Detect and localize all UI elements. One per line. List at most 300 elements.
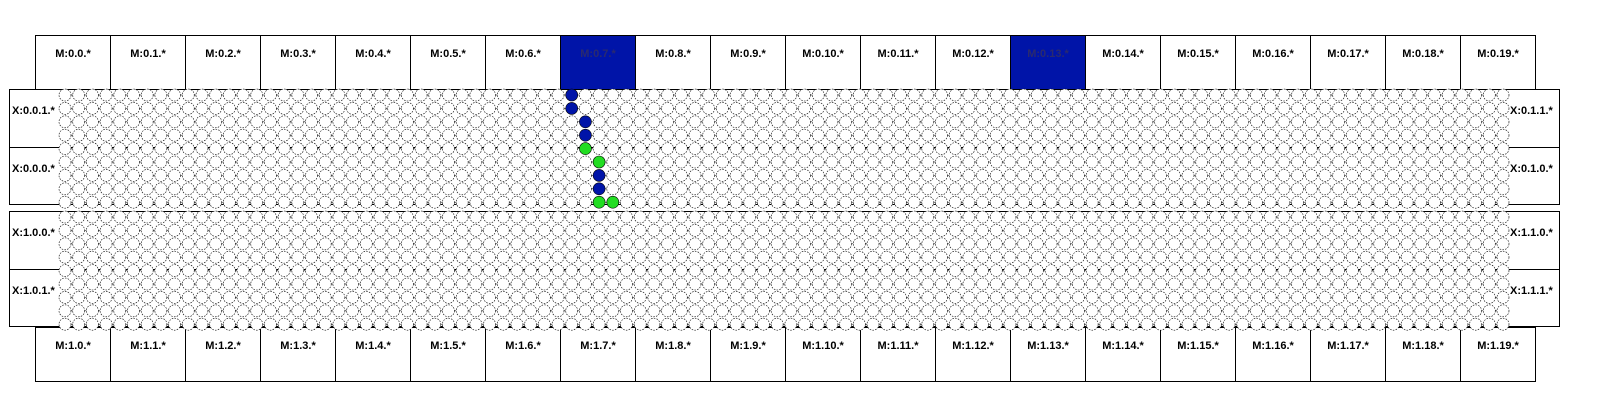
node[interactable] bbox=[1100, 251, 1112, 263]
node[interactable] bbox=[196, 89, 208, 101]
node[interactable] bbox=[1387, 196, 1399, 208]
node[interactable] bbox=[497, 318, 509, 330]
node[interactable] bbox=[607, 318, 619, 330]
node[interactable] bbox=[977, 156, 989, 168]
node[interactable] bbox=[1374, 305, 1386, 317]
node[interactable] bbox=[1442, 211, 1454, 223]
node[interactable] bbox=[497, 251, 509, 263]
node[interactable] bbox=[771, 129, 783, 141]
node[interactable] bbox=[306, 129, 318, 141]
node[interactable] bbox=[867, 156, 879, 168]
node[interactable] bbox=[1141, 265, 1153, 277]
node[interactable] bbox=[196, 211, 208, 223]
node[interactable] bbox=[675, 211, 687, 223]
node[interactable] bbox=[1168, 238, 1180, 250]
node[interactable] bbox=[333, 278, 345, 290]
node[interactable] bbox=[757, 305, 769, 317]
node[interactable] bbox=[196, 265, 208, 277]
node[interactable] bbox=[1470, 318, 1482, 330]
node[interactable] bbox=[840, 318, 852, 330]
node[interactable] bbox=[525, 278, 537, 290]
node[interactable] bbox=[1360, 89, 1372, 101]
node[interactable] bbox=[757, 265, 769, 277]
node[interactable] bbox=[894, 224, 906, 236]
node[interactable] bbox=[621, 305, 633, 317]
node[interactable] bbox=[100, 129, 112, 141]
node[interactable] bbox=[648, 196, 660, 208]
node[interactable] bbox=[799, 318, 811, 330]
node[interactable] bbox=[1237, 265, 1249, 277]
node[interactable] bbox=[237, 89, 249, 101]
node[interactable] bbox=[196, 129, 208, 141]
node[interactable] bbox=[374, 169, 386, 181]
node[interactable] bbox=[360, 291, 372, 303]
node[interactable] bbox=[716, 291, 728, 303]
node[interactable] bbox=[840, 291, 852, 303]
node[interactable] bbox=[1264, 265, 1276, 277]
node[interactable] bbox=[86, 156, 98, 168]
node[interactable] bbox=[1401, 305, 1413, 317]
node[interactable] bbox=[826, 116, 838, 128]
node[interactable] bbox=[497, 89, 509, 101]
node[interactable] bbox=[388, 318, 400, 330]
node[interactable] bbox=[607, 305, 619, 317]
node[interactable] bbox=[566, 265, 578, 277]
node[interactable] bbox=[401, 196, 413, 208]
node[interactable] bbox=[648, 143, 660, 155]
node[interactable] bbox=[360, 183, 372, 195]
node[interactable] bbox=[1045, 224, 1057, 236]
node[interactable] bbox=[1319, 143, 1331, 155]
node[interactable] bbox=[1209, 305, 1221, 317]
node[interactable] bbox=[963, 305, 975, 317]
node[interactable] bbox=[484, 291, 496, 303]
node[interactable] bbox=[1374, 251, 1386, 263]
node[interactable] bbox=[1114, 278, 1126, 290]
node[interactable] bbox=[1374, 224, 1386, 236]
node[interactable] bbox=[1127, 291, 1139, 303]
node[interactable] bbox=[634, 89, 646, 101]
node[interactable] bbox=[1429, 102, 1441, 114]
node[interactable] bbox=[538, 143, 550, 155]
node[interactable] bbox=[278, 305, 290, 317]
node[interactable] bbox=[1004, 305, 1016, 317]
node[interactable] bbox=[812, 143, 824, 155]
node[interactable] bbox=[347, 116, 359, 128]
node[interactable] bbox=[908, 169, 920, 181]
node[interactable] bbox=[210, 305, 222, 317]
node[interactable] bbox=[169, 156, 181, 168]
node[interactable] bbox=[347, 129, 359, 141]
node[interactable] bbox=[155, 156, 167, 168]
node[interactable] bbox=[812, 116, 824, 128]
node[interactable] bbox=[1415, 129, 1427, 141]
node[interactable] bbox=[607, 211, 619, 223]
node[interactable] bbox=[538, 291, 550, 303]
node[interactable] bbox=[333, 251, 345, 263]
node[interactable] bbox=[1045, 305, 1057, 317]
node[interactable] bbox=[648, 251, 660, 263]
node[interactable] bbox=[511, 196, 523, 208]
node[interactable] bbox=[894, 251, 906, 263]
node[interactable] bbox=[799, 89, 811, 101]
node[interactable] bbox=[155, 251, 167, 263]
node[interactable] bbox=[771, 116, 783, 128]
node[interactable] bbox=[210, 251, 222, 263]
node[interactable] bbox=[292, 156, 304, 168]
node[interactable] bbox=[401, 265, 413, 277]
node[interactable] bbox=[785, 89, 797, 101]
node[interactable] bbox=[1387, 251, 1399, 263]
node[interactable] bbox=[1319, 278, 1331, 290]
node[interactable] bbox=[1127, 238, 1139, 250]
node[interactable] bbox=[990, 89, 1002, 101]
node[interactable] bbox=[264, 251, 276, 263]
node[interactable] bbox=[1333, 169, 1345, 181]
node[interactable] bbox=[1141, 89, 1153, 101]
node[interactable] bbox=[1086, 89, 1098, 101]
node[interactable] bbox=[1004, 143, 1016, 155]
node[interactable] bbox=[908, 102, 920, 114]
node[interactable] bbox=[347, 196, 359, 208]
node[interactable] bbox=[1470, 169, 1482, 181]
node[interactable] bbox=[716, 102, 728, 114]
node[interactable] bbox=[894, 196, 906, 208]
node[interactable] bbox=[210, 143, 222, 155]
node[interactable] bbox=[634, 196, 646, 208]
node[interactable] bbox=[689, 196, 701, 208]
node[interactable] bbox=[716, 89, 728, 101]
node[interactable] bbox=[1209, 224, 1221, 236]
node[interactable] bbox=[1100, 156, 1112, 168]
node[interactable] bbox=[182, 265, 194, 277]
node[interactable] bbox=[292, 291, 304, 303]
node[interactable] bbox=[59, 291, 71, 303]
node[interactable] bbox=[1045, 156, 1057, 168]
node[interactable] bbox=[579, 305, 591, 317]
node[interactable] bbox=[223, 305, 235, 317]
node[interactable] bbox=[223, 129, 235, 141]
node[interactable] bbox=[867, 224, 879, 236]
node[interactable] bbox=[1456, 156, 1468, 168]
node[interactable] bbox=[1250, 183, 1262, 195]
node[interactable] bbox=[1319, 156, 1331, 168]
node[interactable] bbox=[1483, 169, 1495, 181]
node[interactable] bbox=[237, 156, 249, 168]
node[interactable] bbox=[949, 318, 961, 330]
node[interactable] bbox=[744, 318, 756, 330]
node[interactable] bbox=[1264, 143, 1276, 155]
node[interactable] bbox=[237, 211, 249, 223]
node[interactable] bbox=[1223, 278, 1235, 290]
node[interactable] bbox=[155, 196, 167, 208]
node[interactable] bbox=[1387, 183, 1399, 195]
node[interactable] bbox=[1209, 143, 1221, 155]
node[interactable] bbox=[1237, 183, 1249, 195]
node[interactable] bbox=[237, 183, 249, 195]
node[interactable] bbox=[799, 129, 811, 141]
node[interactable] bbox=[1374, 183, 1386, 195]
node[interactable] bbox=[1100, 305, 1112, 317]
node[interactable] bbox=[251, 291, 263, 303]
node[interactable] bbox=[155, 143, 167, 155]
node[interactable] bbox=[251, 251, 263, 263]
node[interactable] bbox=[908, 224, 920, 236]
node[interactable] bbox=[1415, 251, 1427, 263]
node[interactable] bbox=[538, 224, 550, 236]
node[interactable] bbox=[922, 265, 934, 277]
node[interactable] bbox=[744, 211, 756, 223]
node[interactable] bbox=[127, 169, 139, 181]
node[interactable] bbox=[757, 291, 769, 303]
node[interactable] bbox=[456, 143, 468, 155]
node[interactable] bbox=[1196, 156, 1208, 168]
node[interactable] bbox=[470, 89, 482, 101]
node[interactable] bbox=[593, 89, 605, 101]
node[interactable] bbox=[1497, 265, 1509, 277]
node[interactable] bbox=[1223, 143, 1235, 155]
node[interactable] bbox=[470, 196, 482, 208]
node[interactable] bbox=[319, 224, 331, 236]
node[interactable] bbox=[1182, 238, 1194, 250]
node[interactable] bbox=[251, 116, 263, 128]
node[interactable] bbox=[1237, 305, 1249, 317]
node[interactable] bbox=[347, 318, 359, 330]
node[interactable] bbox=[799, 156, 811, 168]
node[interactable] bbox=[799, 224, 811, 236]
node[interactable] bbox=[525, 143, 537, 155]
node[interactable] bbox=[1429, 196, 1441, 208]
node[interactable] bbox=[990, 156, 1002, 168]
node[interactable] bbox=[1168, 169, 1180, 181]
node[interactable] bbox=[990, 224, 1002, 236]
node[interactable] bbox=[114, 265, 126, 277]
node[interactable] bbox=[977, 211, 989, 223]
node[interactable] bbox=[223, 265, 235, 277]
node[interactable] bbox=[1196, 224, 1208, 236]
node[interactable] bbox=[936, 291, 948, 303]
node[interactable] bbox=[1278, 156, 1290, 168]
node[interactable] bbox=[497, 169, 509, 181]
node[interactable] bbox=[1004, 318, 1016, 330]
node[interactable] bbox=[1360, 318, 1372, 330]
node[interactable] bbox=[675, 238, 687, 250]
node[interactable] bbox=[1264, 183, 1276, 195]
node[interactable] bbox=[1401, 211, 1413, 223]
node[interactable] bbox=[1059, 278, 1071, 290]
node[interactable] bbox=[1182, 196, 1194, 208]
node[interactable] bbox=[141, 169, 153, 181]
node[interactable] bbox=[1415, 102, 1427, 114]
node[interactable] bbox=[511, 169, 523, 181]
node[interactable] bbox=[1319, 89, 1331, 101]
node[interactable] bbox=[593, 305, 605, 317]
node[interactable] bbox=[59, 318, 71, 330]
node[interactable] bbox=[278, 183, 290, 195]
node[interactable] bbox=[415, 211, 427, 223]
node[interactable] bbox=[1278, 129, 1290, 141]
node[interactable] bbox=[1100, 102, 1112, 114]
node[interactable] bbox=[662, 156, 674, 168]
node[interactable] bbox=[538, 265, 550, 277]
node[interactable] bbox=[757, 89, 769, 101]
node[interactable] bbox=[442, 318, 454, 330]
node[interactable] bbox=[1278, 143, 1290, 155]
node[interactable] bbox=[1045, 129, 1057, 141]
node[interactable] bbox=[757, 143, 769, 155]
node[interactable] bbox=[210, 116, 222, 128]
node[interactable] bbox=[1250, 89, 1262, 101]
node[interactable] bbox=[1360, 116, 1372, 128]
node[interactable] bbox=[1031, 251, 1043, 263]
node[interactable] bbox=[1264, 251, 1276, 263]
node[interactable] bbox=[1100, 143, 1112, 155]
node[interactable] bbox=[771, 102, 783, 114]
node[interactable] bbox=[1223, 238, 1235, 250]
node[interactable] bbox=[1401, 251, 1413, 263]
node[interactable] bbox=[292, 278, 304, 290]
node[interactable] bbox=[511, 278, 523, 290]
node[interactable] bbox=[730, 116, 742, 128]
node[interactable] bbox=[401, 143, 413, 155]
node[interactable] bbox=[442, 102, 454, 114]
node[interactable] bbox=[1333, 143, 1345, 155]
node[interactable] bbox=[799, 211, 811, 223]
node[interactable] bbox=[1415, 318, 1427, 330]
node[interactable] bbox=[1483, 183, 1495, 195]
node[interactable] bbox=[388, 224, 400, 236]
node[interactable] bbox=[1031, 116, 1043, 128]
node[interactable] bbox=[716, 143, 728, 155]
node[interactable] bbox=[73, 265, 85, 277]
node[interactable] bbox=[1429, 291, 1441, 303]
node[interactable] bbox=[127, 251, 139, 263]
node[interactable] bbox=[86, 196, 98, 208]
node[interactable] bbox=[963, 291, 975, 303]
node[interactable] bbox=[703, 278, 715, 290]
node[interactable] bbox=[292, 265, 304, 277]
node[interactable] bbox=[237, 196, 249, 208]
node[interactable] bbox=[429, 318, 441, 330]
node[interactable] bbox=[182, 305, 194, 317]
node[interactable] bbox=[1483, 116, 1495, 128]
node[interactable] bbox=[949, 102, 961, 114]
node[interactable] bbox=[1292, 305, 1304, 317]
node[interactable] bbox=[1292, 291, 1304, 303]
node[interactable] bbox=[593, 291, 605, 303]
node[interactable] bbox=[141, 89, 153, 101]
node[interactable] bbox=[442, 143, 454, 155]
node[interactable] bbox=[347, 102, 359, 114]
node[interactable] bbox=[1182, 211, 1194, 223]
node[interactable] bbox=[196, 224, 208, 236]
node[interactable] bbox=[1100, 211, 1112, 223]
node[interactable] bbox=[922, 183, 934, 195]
node[interactable] bbox=[1141, 305, 1153, 317]
node[interactable] bbox=[1470, 224, 1482, 236]
node-active[interactable] bbox=[607, 196, 619, 208]
node[interactable] bbox=[525, 211, 537, 223]
node[interactable] bbox=[703, 102, 715, 114]
node[interactable] bbox=[621, 251, 633, 263]
node[interactable] bbox=[442, 156, 454, 168]
node[interactable] bbox=[936, 89, 948, 101]
node[interactable] bbox=[675, 156, 687, 168]
node[interactable] bbox=[388, 251, 400, 263]
node[interactable] bbox=[757, 156, 769, 168]
node[interactable] bbox=[730, 102, 742, 114]
node[interactable] bbox=[963, 211, 975, 223]
node[interactable] bbox=[840, 224, 852, 236]
node[interactable] bbox=[1470, 305, 1482, 317]
node[interactable] bbox=[100, 318, 112, 330]
node[interactable] bbox=[621, 143, 633, 155]
node[interactable] bbox=[306, 89, 318, 101]
node[interactable] bbox=[497, 211, 509, 223]
node[interactable] bbox=[1155, 169, 1167, 181]
node[interactable] bbox=[1018, 196, 1030, 208]
node[interactable] bbox=[1141, 169, 1153, 181]
node[interactable] bbox=[1456, 251, 1468, 263]
node[interactable] bbox=[757, 224, 769, 236]
node[interactable] bbox=[511, 265, 523, 277]
node[interactable] bbox=[141, 183, 153, 195]
node[interactable] bbox=[689, 183, 701, 195]
node[interactable] bbox=[1483, 291, 1495, 303]
node[interactable] bbox=[1127, 183, 1139, 195]
node[interactable] bbox=[744, 183, 756, 195]
node[interactable] bbox=[963, 251, 975, 263]
node[interactable] bbox=[401, 211, 413, 223]
node[interactable] bbox=[1250, 169, 1262, 181]
node[interactable] bbox=[196, 278, 208, 290]
node[interactable] bbox=[1237, 238, 1249, 250]
node[interactable] bbox=[1155, 291, 1167, 303]
node[interactable] bbox=[936, 169, 948, 181]
node[interactable] bbox=[744, 265, 756, 277]
node[interactable] bbox=[1264, 89, 1276, 101]
node[interactable] bbox=[662, 224, 674, 236]
node[interactable] bbox=[401, 183, 413, 195]
node[interactable] bbox=[703, 291, 715, 303]
node[interactable] bbox=[648, 102, 660, 114]
node[interactable] bbox=[771, 278, 783, 290]
node[interactable] bbox=[881, 143, 893, 155]
node[interactable] bbox=[182, 183, 194, 195]
node[interactable] bbox=[867, 291, 879, 303]
node[interactable] bbox=[1429, 143, 1441, 155]
node[interactable] bbox=[634, 143, 646, 155]
node[interactable] bbox=[1004, 224, 1016, 236]
node[interactable] bbox=[1415, 143, 1427, 155]
node[interactable] bbox=[169, 102, 181, 114]
node[interactable] bbox=[347, 183, 359, 195]
node[interactable] bbox=[744, 305, 756, 317]
node[interactable] bbox=[73, 211, 85, 223]
node[interactable] bbox=[689, 169, 701, 181]
node[interactable] bbox=[456, 116, 468, 128]
node[interactable] bbox=[1305, 102, 1317, 114]
node[interactable] bbox=[881, 156, 893, 168]
node[interactable] bbox=[484, 116, 496, 128]
node[interactable] bbox=[853, 318, 865, 330]
node[interactable] bbox=[757, 318, 769, 330]
node[interactable] bbox=[1319, 211, 1331, 223]
node[interactable] bbox=[922, 129, 934, 141]
node[interactable] bbox=[1387, 156, 1399, 168]
node[interactable] bbox=[1059, 129, 1071, 141]
node[interactable] bbox=[319, 156, 331, 168]
